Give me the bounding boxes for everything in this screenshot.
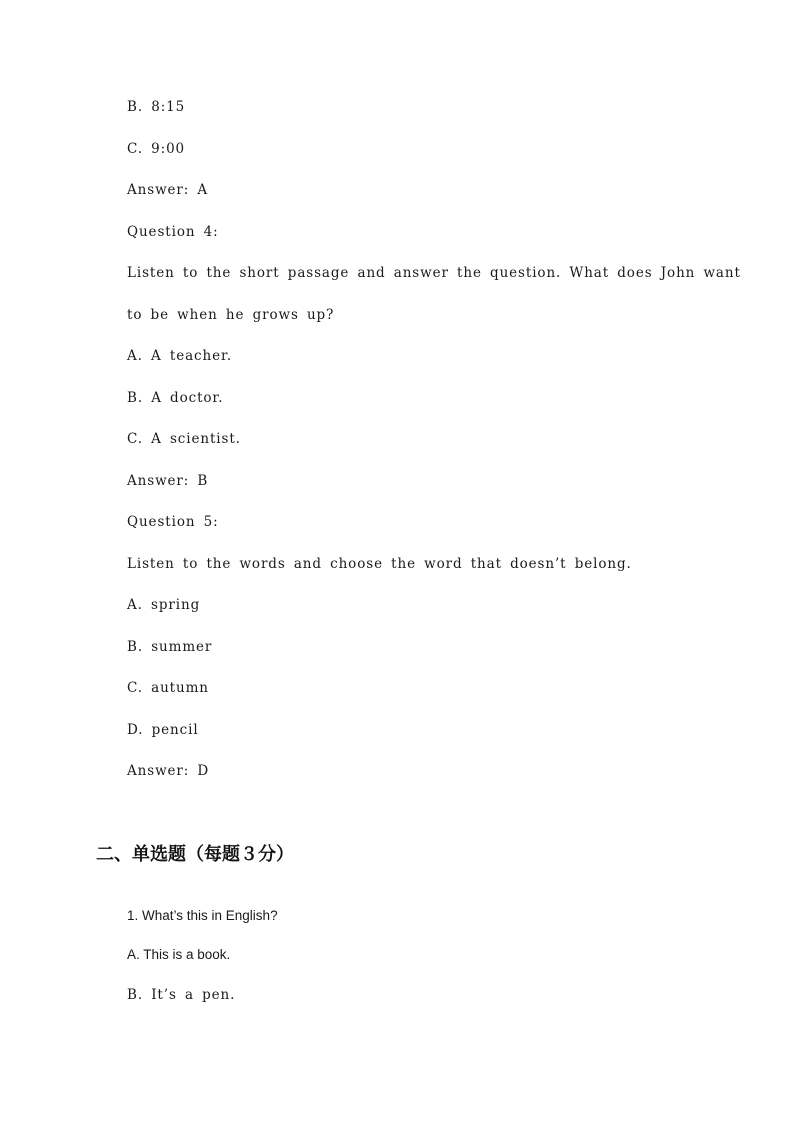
answer-q3: Answer: A: [127, 182, 209, 198]
answer-q4: Answer: B: [127, 473, 209, 489]
option-b-time: B. 8:15: [127, 99, 186, 115]
answer-q5: Answer: D: [127, 763, 210, 779]
single-choice-option-b: B. It’s a pen.: [127, 987, 236, 1003]
question-4-text-line-1: Listen to the short passage and answer the question. What does John want: [127, 265, 741, 281]
question-5-option-a: A. spring: [127, 597, 201, 613]
question-4-option-b: B. A doctor.: [127, 390, 224, 406]
single-choice-option-a: A. This is a book.: [127, 947, 231, 962]
question-4-option-c: C. A scientist.: [127, 431, 241, 447]
question-5-label: Question 5:: [127, 514, 219, 530]
option-c-time: C. 9:00: [127, 141, 186, 157]
question-5-text: Listen to the words and choose the word that doesn’t belong.: [127, 556, 632, 572]
question-4-option-a: A. A teacher.: [127, 348, 233, 364]
question-4-label: Question 4:: [127, 224, 219, 240]
question-5-option-d: D. pencil: [127, 722, 199, 738]
question-4-text-line-2: to be when he grows up?: [127, 307, 335, 323]
section-heading: 二、单选题（每题３分）: [96, 844, 294, 865]
question-5-option-c: C. autumn: [127, 680, 209, 696]
single-choice-question-1: 1. What’s this in English?: [127, 908, 278, 923]
question-5-option-b: B. summer: [127, 639, 213, 655]
